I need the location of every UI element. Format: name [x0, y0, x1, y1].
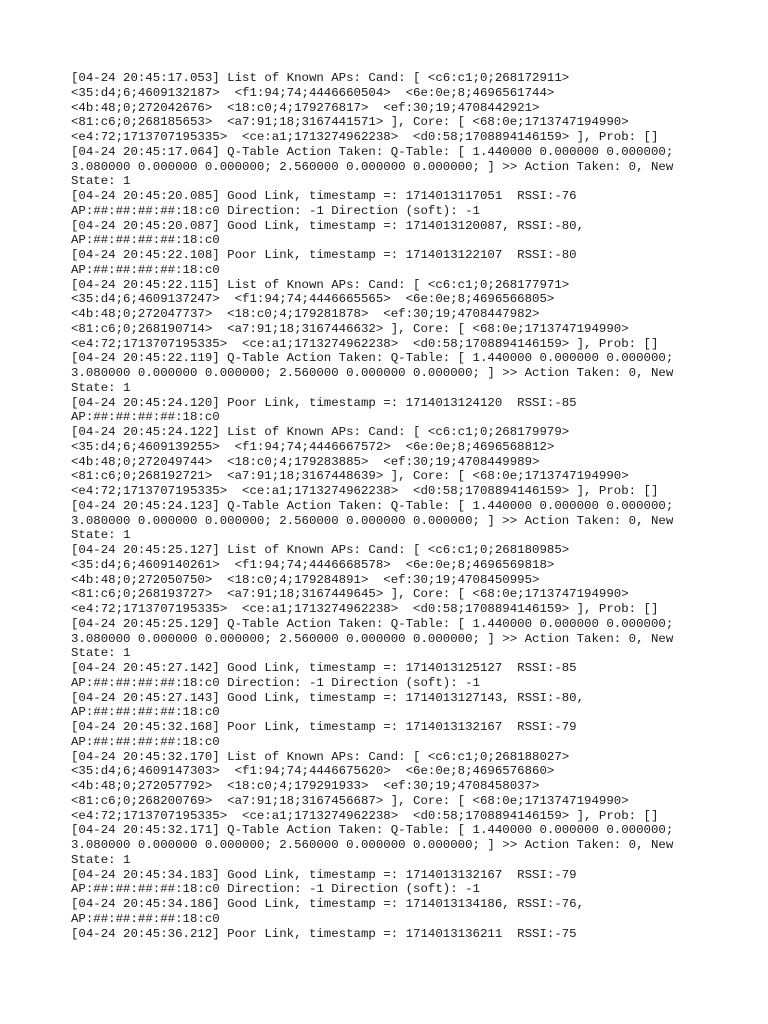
log-line: <e4:72;1713707195335> <ce:a1;1713274962238> <d0:58;1708894146159> ], Prob: [] [71, 336, 659, 351]
log-line: <e4:72;1713707195335> <ce:a1;1713274962238> <d0:58;1708894146159> ], Prob: [] [71, 484, 659, 498]
log-line: [04-24 20:45:24.123] Q-Table Action Taken: Q-Table: [ 1.440000 0.000000 0.000000; [71, 498, 674, 513]
log-line: 3.080000 0.000000 0.000000; 2.560000 0.000000 0.000000; ] >> Action Taken: 0, New [71, 513, 674, 528]
log-line: 3.080000 0.000000 0.000000; 2.560000 0.000000 0.000000; ] >> Action Taken: 0, New [71, 366, 674, 380]
log-line: 3.080000 0.000000 0.000000; 2.560000 0.000000 0.000000; ] >> Action Taken: 0, New [71, 838, 674, 852]
log-line: [04-24 20:45:17.064] Q-Table Action Taken: Q-Table: [ 1.440000 0.000000 0.000000; [71, 144, 674, 159]
log-line: State: 1 [71, 646, 131, 661]
log-line: <4b:48;0;272042676> <18:c0;4;179276817> <ef:30;19;4708442921> [71, 100, 540, 115]
log-line: 3.080000 0.000000 0.000000; 2.560000 0.000000 0.000000; ] >> Action Taken: 0, New [71, 631, 674, 646]
log-line: [04-24 20:45:24.120] Poor Link, timestamp =: 1714013124120 RSSI:-85 [71, 395, 577, 410]
log-line: <35:d4;6;4609137247> <f1:94;74;4446665565> <6e:0e;8;4696566805> [71, 292, 555, 307]
log-line: <81:c6;0;268200769> <a7:91;18;3167456687> ], Core: [ <68:0e;1713747194990> [71, 793, 629, 808]
log-line: AP:##:##:##:##:18:c0 Direction: -1 Direction (soft): -1 [71, 675, 480, 690]
log-line: [04-24 20:45:20.085] Good Link, timestamp =: 1714013117051 RSSI:-76 [71, 189, 577, 203]
log-line: <81:c6;0;268193727> <a7:91;18;3167449645> ], Core: [ <68:0e;1713747194990> [71, 587, 629, 602]
log-line: [04-24 20:45:32.170] List of Known APs: Cand: [ <c6:c1;0;268188027> [71, 749, 570, 764]
log-body [71, 71, 711, 941]
log-line: <e4:72;1713707195335> <ce:a1;1713274962238> <d0:58;1708894146159> ], Prob: [] [71, 808, 659, 823]
log-line: <35:d4;6;4609139255> <f1:94;74;4446667572> <6e:0e;8;4696568812> [71, 439, 555, 454]
log-line: <81:c6;0;268192721> <a7:91;18;3167448639> ], Core: [ <68:0e;1713747194990> [71, 469, 629, 484]
log-line: [04-24 20:45:32.168] Poor Link, timestamp =: 1714013132167 RSSI:-79 [71, 720, 577, 734]
log-line: [04-24 20:45:27.142] Good Link, timestamp =: 1714013125127 RSSI:-85 [71, 661, 577, 675]
log-line: AP:##:##:##:##:18:c0 [71, 233, 220, 248]
log-line: AP:##:##:##:##:18:c0 [71, 705, 220, 720]
log-line: State: 1 [71, 174, 131, 189]
log-line: AP:##:##:##:##:18:c0 Direction: -1 Direction (soft): -1 [71, 882, 480, 897]
log-line: <35:d4;6;4609132187> <f1:94;74;4446660504> <6e:0e;8;4696561744> [71, 85, 555, 100]
log-line: <e4:72;1713707195335> <ce:a1;1713274962238> <d0:58;1708894146159> ], Prob: [] [71, 602, 659, 616]
log-line: <81:c6;0;268190714> <a7:91;18;3167446632> ], Core: [ <68:0e;1713747194990> [71, 321, 629, 336]
log-line: [04-24 20:45:25.127] List of Known APs: Cand: [ <c6:c1;0;268180985> [71, 543, 570, 557]
log-line: <e4:72;1713707195335> <ce:a1;1713274962238> <d0:58;1708894146159> ], Prob: [] [71, 130, 659, 144]
log-line: AP:##:##:##:##:18:c0 [71, 262, 220, 277]
log-line: State: 1 [71, 528, 131, 543]
log-line: State: 1 [71, 852, 131, 867]
log-line: State: 1 [71, 380, 131, 395]
log-line: <81:c6;0;268185653> <a7:91;18;3167441571> ], Core: [ <68:0e;1713747194990> [71, 115, 629, 130]
log-line: <4b:48;0;272057792> <18:c0;4;179291933> <ef:30;19;4708458037> [71, 779, 540, 793]
log-line: [04-24 20:45:34.183] Good Link, timestamp =: 1714013132167 RSSI:-79 [71, 867, 577, 882]
log-line: <4b:48;0;272050750> <18:c0;4;179284891> <ef:30;19;4708450995> [71, 572, 540, 587]
log-line: [04-24 20:45:34.186] Good Link, timestamp =: 1714013134186, RSSI:-76, [71, 897, 585, 911]
log-line: AP:##:##:##:##:18:c0 [71, 911, 220, 926]
log-line: [04-24 20:45:32.171] Q-Table Action Taken: Q-Table: [ 1.440000 0.000000 0.000000; [71, 823, 674, 838]
log-line: [04-24 20:45:22.119] Q-Table Action Taken: Q-Table: [ 1.440000 0.000000 0.000000; [71, 351, 674, 366]
log-line: [04-24 20:45:22.108] Poor Link, timestamp =: 1714013122107 RSSI:-80 [71, 248, 577, 262]
log-line: <4b:48;0;272047737> <18:c0;4;179281878> <ef:30;19;4708447982> [71, 307, 540, 321]
log-line: [04-24 20:45:22.115] List of Known APs: Cand: [ <c6:c1;0;268177971> [71, 277, 570, 292]
log-line: AP:##:##:##:##:18:c0 [71, 410, 220, 425]
log-line: [04-24 20:45:27.143] Good Link, timestamp =: 1714013127143, RSSI:-80, [71, 690, 585, 705]
log-line: <35:d4;6;4609147303> <f1:94;74;4446675620> <6e:0e;8;4696576860> [71, 764, 555, 779]
log-line: [04-24 20:45:20.087] Good Link, timestamp =: 1714013120087, RSSI:-80, [71, 218, 585, 233]
log-line: [04-24 20:45:17.053] List of Known APs: Cand: [ <c6:c1;0;268172911> [71, 71, 570, 85]
log-line: AP:##:##:##:##:18:c0 [71, 734, 220, 749]
log-line: <4b:48;0;272049744> <18:c0;4;179283885> <ef:30;19;4708449989> [71, 454, 540, 469]
log-line: [04-24 20:45:25.129] Q-Table Action Taken: Q-Table: [ 1.440000 0.000000 0.000000; [71, 616, 674, 631]
log-line: [04-24 20:45:36.212] Poor Link, timestamp =: 1714013136211 RSSI:-75 [71, 926, 577, 941]
log-line: AP:##:##:##:##:18:c0 Direction: -1 Direction (soft): -1 [71, 203, 480, 218]
log-line: 3.080000 0.000000 0.000000; 2.560000 0.000000 0.000000; ] >> Action Taken: 0, New [71, 159, 674, 174]
log-line: <35:d4;6;4609140261> <f1:94;74;4446668578> <6e:0e;8;4696569818> [71, 557, 555, 572]
log-line: [04-24 20:45:24.122] List of Known APs: Cand: [ <c6:c1;0;268179979> [71, 425, 570, 439]
log-document [71, 71, 711, 941]
